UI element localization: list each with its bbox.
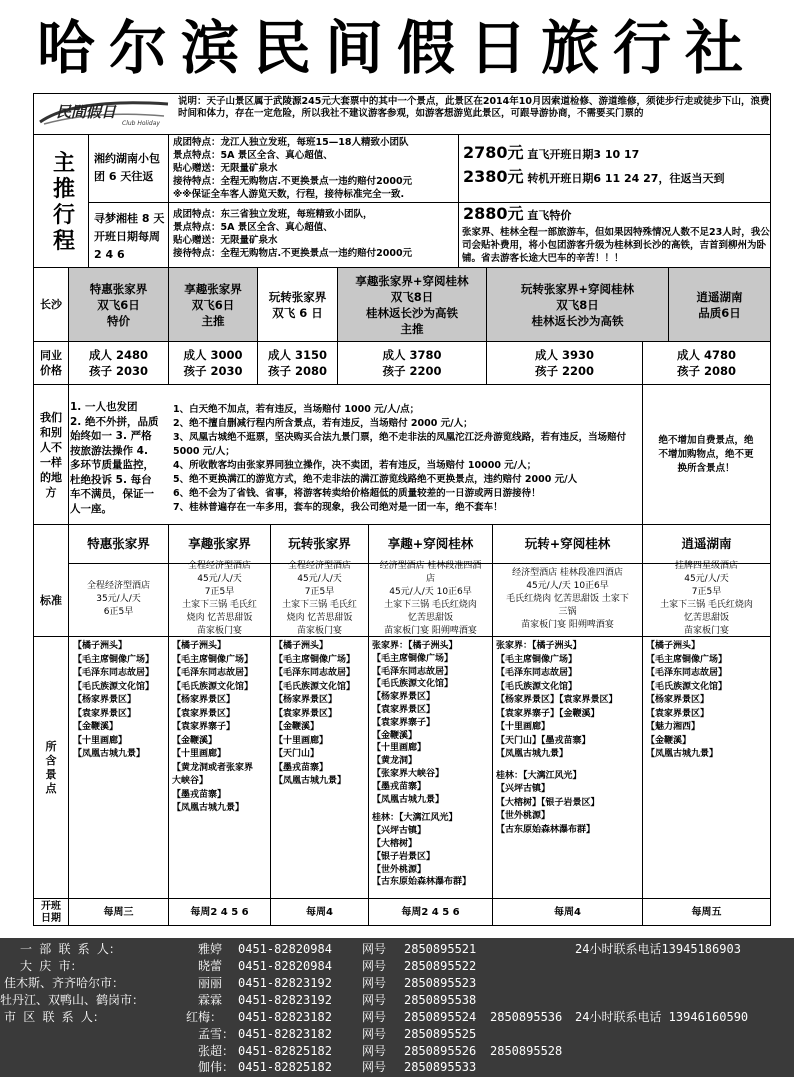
spot: 桂林：【大漓江风光】 bbox=[496, 770, 582, 781]
spot: 【袁家界景区】 bbox=[372, 704, 436, 715]
route2-intro: 张家界、桂林全程一部旅游车，但如果因特殊情况人数不足23人时，我公司会贴补费用，将小包团游客升级为桂林到长沙的高铁，吉首到柳州为卧铺。省去游客长途大巴车的辛苦！！！ bbox=[462, 227, 770, 264]
page-title: 哈尔滨民间假日旅行社 bbox=[36, 14, 757, 82]
route2-features: 成团特点：东三省独立发班，每班精致小团队， 景点特点：5A 景区全含、真心超值、 贴心赠送：无限量矿泉水 接待特点：全程无购物店.不更换景点一违约赔付2000元 bbox=[173, 209, 413, 259]
contact-row: 牡丹江、双鸭山、鹤岗市： 霖霖 0451-82823192 网号 2850895538 bbox=[0, 993, 477, 1007]
spot: 【毛氏族源文化馆】 bbox=[646, 681, 728, 692]
spot: 【毛泽东同志故居】 bbox=[73, 668, 155, 678]
bottom-header-4: 玩转+穿阅桂林 bbox=[524, 536, 611, 551]
standard-label: 标准 bbox=[40, 593, 62, 607]
spot: 【金鞭溪】 bbox=[646, 735, 692, 746]
spot: 【十里画廊】 bbox=[172, 749, 227, 759]
spot: 【古东原始森林瀑布群】 bbox=[372, 877, 472, 888]
spot: 【世外桃源】 bbox=[372, 864, 427, 875]
bottom-header-0: 特惠张家界 bbox=[87, 536, 150, 551]
days-cell-5: 每周五 bbox=[691, 907, 722, 918]
spots-cell-1 bbox=[172, 640, 269, 816]
spot: 【十里画廊】 bbox=[274, 735, 329, 746]
contact-row: 市 区 联 系 人： 红梅： 0451-82823182 网号 2850895524 2850895536 24小时联系电话 13946160590 bbox=[4, 1010, 749, 1024]
product-header-3: 享趣张家界+穿阅桂林 双飞8日 桂林返长沙为高铁 主推 bbox=[338, 268, 486, 341]
spot: 【毛泽东同志故居】 bbox=[372, 666, 454, 677]
spots-cell-5 bbox=[646, 640, 769, 762]
route1-price-line1: 2780元 直飞开班日期3 10 17 bbox=[463, 143, 640, 162]
price-cell-4: 成人 3930 孩子 2200 bbox=[534, 348, 594, 378]
spot: 【金鞭溪】 bbox=[172, 735, 218, 746]
contact-row: 伽伟： 0451-82825182 网号 2850895533 bbox=[198, 1060, 477, 1074]
standard-cell-4: 经济型酒店 桂林段准四酒店 45元/人/天 10正6早 毛氏红烧肉 忆苦思甜饭 土家下 三锅 苗家板门宴 阳朔啤酒宴 bbox=[506, 568, 629, 630]
spot: 【十里画廊】 bbox=[73, 735, 128, 746]
spot: 【黄龙洞或者张家界 bbox=[172, 762, 254, 773]
difference-promises: 1、白天绝不加点，若有违反，当场赔付 1000 元/人/点； 2、绝不擅自删减行程内所含景点，若有违反，当场赔付 2000 元/人； 3、凤凰古城绝不逛票，坚决购买合法九景门票，绝不走非法的凤凰沱江泛舟游览线路，若有违反，当场赔付 5000 元/人； 4、所收散客均由张家界同独立操作，决不卖团，若有违反，当场赔付 10000 元/人； 5、绝不更换满江的游览方式，绝不走非法的满江游览线路绝不更换景点，违约赔付 2000 元/人 6、绝不会为了省钱、省事，将游客转卖给价格超低的质量较差的一日游或两日游接待！ 7、桂林普遍存在一车多用，套车的现象，我公司绝对是一团一车，绝不套车！ bbox=[173, 404, 627, 513]
main-recommend-label: 主 推 行 程 bbox=[52, 150, 75, 254]
spot: 【金鞭溪】 bbox=[372, 730, 418, 741]
spot: 【凤凰古城九景】 bbox=[372, 794, 445, 805]
product-header-1: 享趣张家界 双飞6日 主推 bbox=[169, 268, 257, 341]
spot: 【凤凰古城九景】 bbox=[496, 749, 569, 759]
contact-row: 孟雪： 0451-82823182 网号 2850895525 bbox=[198, 1027, 477, 1041]
spots-cell-3 bbox=[372, 640, 491, 889]
price-cell-5: 成人 4780 孩子 2080 bbox=[676, 348, 736, 378]
contact-row: 佳木斯、齐齐哈尔市： 丽丽 0451-82823192 网号 2850895523 bbox=[4, 976, 477, 990]
spot: 【杨家界景区】 bbox=[172, 695, 236, 705]
spot: 【魅力湘西】 bbox=[646, 722, 701, 732]
spot: 【天门山】【墨戎苗寨】 bbox=[496, 735, 591, 746]
spots-cell-0 bbox=[73, 640, 167, 762]
spot: 【袁家界景区】 bbox=[172, 708, 236, 719]
spot: 【墨戎苗寨】 bbox=[172, 789, 227, 800]
spot: 桂林：【大漓江风光】 bbox=[372, 813, 458, 824]
standard-cell-0: 全程经济型酒店 35元/人/天 6正5早 bbox=[86, 581, 150, 617]
spot: 【袁家界寨子】【金鞭溪】 bbox=[496, 708, 600, 719]
spot: 【天门山】 bbox=[274, 749, 320, 759]
standard-cell-1: 全程经济型酒店 45元/人/天 7正5早 土家下三锅 毛氏红 烧肉 忆苦思甜饭 苗家板门宴 bbox=[182, 561, 257, 636]
spot: 【世外桃源】 bbox=[496, 811, 551, 821]
spot: 【袁家界寨子】 bbox=[372, 717, 436, 728]
route2-price-line: 2880元 直飞特价 bbox=[463, 204, 572, 223]
changsha-label: 长沙 bbox=[40, 298, 62, 311]
spot: 【兴坪古镇】 bbox=[496, 784, 551, 794]
spot: 【凤凰古城九景】 bbox=[274, 776, 347, 786]
notice-text: 说明：天子山景区属于武陵源245元大套票中的其中一个景点，此景区在2014年10月因索道检修、游道维修，须徒步行走或徒步下山，浪费时间和体力，存在一定危险，所以我社不建议游客参观，如游客想游览此景区，可跟导游协商，不需要买门票的 bbox=[178, 96, 770, 119]
spot: 【墨戎苗寨】 bbox=[274, 762, 329, 773]
spot: 【张家界大峡谷】 bbox=[372, 768, 445, 779]
spot: 【袁家界景区】 bbox=[274, 708, 338, 719]
spot: 【袁家界景区】 bbox=[646, 708, 710, 719]
spot: 大峡谷】 bbox=[172, 776, 209, 786]
spot bbox=[496, 762, 641, 770]
spot: 【毛泽东同志故居】 bbox=[646, 668, 728, 678]
spot: 【十里画廊】 bbox=[372, 743, 427, 754]
standard-cell-5: 挂牌四星级酒店 45元/人/天 7正5早 土家下三锅 毛氏红烧肉 忆苦思甜饭 苗家板门宴 bbox=[660, 561, 753, 636]
bottom-header-1: 享趣张家界 bbox=[188, 536, 251, 551]
bottom-header-5: 逍遥湖南 bbox=[681, 536, 732, 551]
spot: 【大榕树】 bbox=[372, 838, 418, 849]
product-header-5: 逍遥湖南 品质6日 bbox=[669, 268, 770, 341]
spot: 张家界：【橘子洲头】 bbox=[372, 641, 458, 651]
contact-footer bbox=[0, 938, 794, 1077]
price-cell-0: 成人 2480 孩子 2030 bbox=[88, 348, 148, 378]
spot: 【毛氏族源文化馆】 bbox=[73, 681, 155, 692]
spot: 【兴坪古镇】 bbox=[372, 826, 427, 837]
days-label: 开班 日期 bbox=[41, 900, 61, 924]
standard-cell-3: 经济型酒店 桂林段准四酒 店 45元/人/天 10正6早 土家下三锅 毛氏红烧肉 忆苦思甜饭 苗家板门宴 阳朔啤酒宴 bbox=[379, 561, 482, 636]
spot: 【毛氏族源文化馆】 bbox=[274, 681, 356, 692]
spot: 【橘子洲头】 bbox=[274, 641, 329, 651]
spot: 【杨家界景区】 bbox=[372, 692, 436, 703]
difference-label: 我们 和别 人不 一样 的地 方 bbox=[40, 410, 62, 499]
product-header-4: 玩转张家界+穿阅桂林 双飞8日 桂林返长沙为高铁 bbox=[487, 268, 668, 341]
spot: 【橘子洲头】 bbox=[73, 641, 128, 651]
club-holiday-logo bbox=[34, 96, 176, 128]
spot: 【毛主席铜像广场】 bbox=[372, 653, 454, 664]
days-cell-4: 每周4 bbox=[554, 907, 581, 918]
contact-row: 一 部 联 系 人： 雅婷 0451-82820984 网号 2850895521 24小时联系电话13945186903 bbox=[20, 942, 741, 956]
spot: 【毛泽东同志故居】 bbox=[172, 668, 254, 678]
price-cell-2: 成人 3150 孩子 2080 bbox=[267, 348, 327, 378]
spot: 【杨家界景区】 bbox=[646, 695, 710, 705]
route1-name: 湘约湖南小包 团 6 天往返 bbox=[94, 152, 160, 183]
spot: 【橘子洲头】 bbox=[172, 641, 227, 651]
days-cell-3: 每周2 4 5 6 bbox=[401, 907, 460, 918]
product-header-2: 玩转张家界 双飞 6 日 bbox=[268, 289, 327, 320]
spot: 【杨家界景区】 bbox=[73, 695, 137, 705]
spot: 【杨家界景区】【袁家界景区】 bbox=[496, 695, 618, 705]
days-cell-2: 每周4 bbox=[306, 907, 333, 918]
product-header-0: 特惠张家界 双飞6日 特价 bbox=[69, 268, 168, 341]
spot: 【毛氏族源文化馆】 bbox=[372, 679, 454, 690]
spot: 【黄龙洞】 bbox=[372, 756, 418, 767]
spot: 【凤凰古城九景】 bbox=[73, 749, 146, 759]
logo-main-text: 民間假日 bbox=[56, 103, 117, 121]
spot: 【十里画廊】 bbox=[496, 722, 551, 732]
spot: 【毛主席铜像广场】 bbox=[274, 654, 356, 665]
spots-cell-2 bbox=[274, 640, 367, 789]
days-cell-0: 每周三 bbox=[103, 907, 134, 918]
spot: 【毛泽东同志故居】 bbox=[496, 668, 578, 678]
spot: 【橘子洲头】 bbox=[646, 641, 701, 651]
contact-row: 张超： 0451-82825182 网号 2850895526 2850895528 bbox=[198, 1044, 563, 1058]
difference-left: 1. 一人也发团 2. 绝不外拼，品质 始终如一 3. 严格 按旅游法操作 4. 多环节质量监控， 杜绝投诉 5. 每台 车不满员，保证一 人一座。 bbox=[70, 401, 159, 515]
spot: 【金鞭溪】 bbox=[274, 722, 320, 732]
spot: 【凤凰古城九景】 bbox=[172, 803, 245, 813]
standard-cell-2: 全程经济型酒店 45元/人/天 7正5早 土家下三锅 毛氏红 烧肉 忆苦思甜饭 苗家板门宴 bbox=[282, 561, 357, 636]
spot: 【金鞭溪】 bbox=[73, 722, 119, 732]
spot: 【杨家界景区】 bbox=[274, 695, 338, 705]
price-label: 同业 价格 bbox=[40, 349, 62, 377]
spot: 【毛主席铜像广场】 bbox=[646, 654, 728, 665]
route1-price-line2: 2380元 转机开班日期6 11 24 27，往返当天到 bbox=[463, 167, 725, 186]
days-cell-1: 每周2 4 5 6 bbox=[190, 907, 249, 918]
bottom-header-3: 享趣+穿阅桂林 bbox=[387, 536, 474, 551]
price-cell-1: 成人 3000 孩子 2030 bbox=[183, 348, 243, 378]
spot: 【袁家界景区】 bbox=[73, 708, 137, 719]
price-cell-3: 成人 3780 孩子 2200 bbox=[382, 348, 442, 378]
spots-label: 所 含 景 点 bbox=[45, 739, 57, 795]
difference-right: 绝不增加自费景点，绝 不增加购物点，绝不更 换所含景点！ bbox=[658, 435, 754, 474]
spots-cell-4 bbox=[496, 640, 641, 837]
spot: 【毛氏族源文化馆】 bbox=[496, 681, 578, 692]
bottom-header-2: 玩转张家界 bbox=[288, 536, 351, 551]
spot: 【毛主席铜像广场】 bbox=[73, 654, 155, 665]
route2-name: 寻梦湘桂 8 天 开班日期每周 2 4 6 bbox=[94, 212, 165, 261]
spot: 【古东原始森林瀑布群】 bbox=[496, 824, 596, 835]
spot: 【毛主席铜像广场】 bbox=[172, 654, 254, 665]
spot: 【大榕树】【银子岩景区】 bbox=[496, 797, 600, 808]
spot: 【毛主席铜像广场】 bbox=[496, 654, 578, 665]
contact-row: 大 庆 市： 晓蕾 0451-82820984 网号 2850895522 bbox=[20, 959, 477, 973]
spot: 【毛氏族源文化馆】 bbox=[172, 681, 254, 692]
spot: 张家界：【橘子洲头】 bbox=[496, 641, 582, 651]
route1-features: 成团特点：龙江人独立发班，每班15—18人精致小团队 景点特点：5A 景区全含、真心超值、 贴心赠送：无限量矿泉水 接待特点：全程无购物店.不更换景点一违约赔付2000元 ※※保证全车客人游览天数，行程，接待标准完全一致. bbox=[173, 137, 413, 200]
spot: 【袁家界寨子】 bbox=[172, 722, 236, 732]
spot: 【银子岩景区】 bbox=[372, 851, 436, 862]
spot: 【墨戎苗寨】 bbox=[372, 781, 427, 792]
spot: 【凤凰古城九景】 bbox=[646, 749, 719, 759]
logo-sub-text: Club Holiday bbox=[122, 120, 160, 127]
spot: 【毛泽东同志故居】 bbox=[274, 668, 356, 678]
